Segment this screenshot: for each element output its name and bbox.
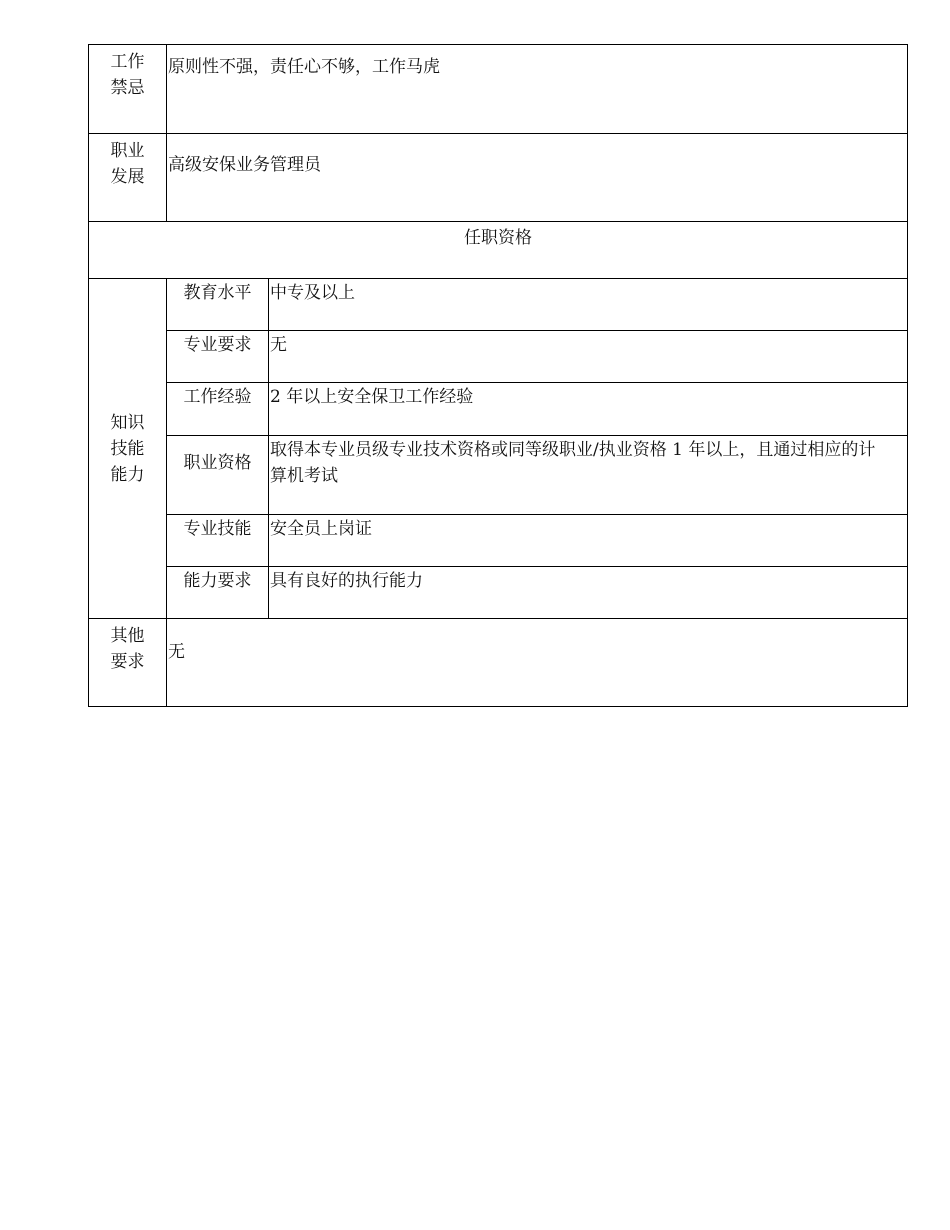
row-ability bbox=[89, 567, 908, 619]
major-req-value: 无 bbox=[269, 331, 908, 383]
other-req-label-text: 其他要求 bbox=[110, 626, 145, 672]
professional-qualification-label: 职业资格 bbox=[167, 436, 269, 515]
work-experience-value: 2 年以上安全保卫工作经验 bbox=[269, 383, 908, 436]
other-req-label bbox=[89, 619, 167, 707]
edu-level-value: 中专及以上 bbox=[269, 279, 908, 331]
professional-skill-value: 安全员上岗证 bbox=[269, 515, 908, 567]
row-qualification bbox=[89, 436, 908, 515]
row-major bbox=[89, 331, 908, 383]
career-development-label-text: 职业发展 bbox=[110, 141, 145, 187]
other-req-value: 无 bbox=[167, 619, 908, 707]
career-development-value: 高级安保业务管理员 bbox=[167, 134, 908, 222]
knowledge-skills-label bbox=[89, 279, 167, 619]
row-career-development bbox=[89, 134, 908, 222]
row-skill bbox=[89, 515, 908, 567]
work-taboo-label-text: 工作禁忌 bbox=[110, 52, 145, 98]
professional-skill-label: 专业技能 bbox=[167, 515, 269, 567]
row-edu bbox=[89, 279, 908, 331]
knowledge-skills-label-text: 知识技能能力 bbox=[110, 412, 145, 485]
row-work-taboo bbox=[89, 45, 908, 134]
ability-req-label: 能力要求 bbox=[167, 567, 269, 619]
work-taboo-label bbox=[89, 45, 167, 134]
row-other bbox=[89, 619, 908, 707]
career-development-label bbox=[89, 134, 167, 222]
professional-qualification-value: 取得本专业员级专业技术资格或同等级职业/执业资格 1 年以上，且通过相应的计算机考试 bbox=[269, 436, 908, 515]
ability-req-value: 具有良好的执行能力 bbox=[269, 567, 908, 619]
work-experience-label: 工作经验 bbox=[167, 383, 269, 436]
row-section-title bbox=[89, 222, 908, 279]
major-req-label: 专业要求 bbox=[167, 331, 269, 383]
job-requirements-table bbox=[88, 44, 908, 707]
edu-level-label: 教育水平 bbox=[167, 279, 269, 331]
work-taboo-value: 原则性不强，责任心不够，工作马虎 bbox=[167, 45, 908, 134]
row-experience bbox=[89, 383, 908, 436]
section-title-qualifications: 任职资格 bbox=[89, 222, 908, 279]
